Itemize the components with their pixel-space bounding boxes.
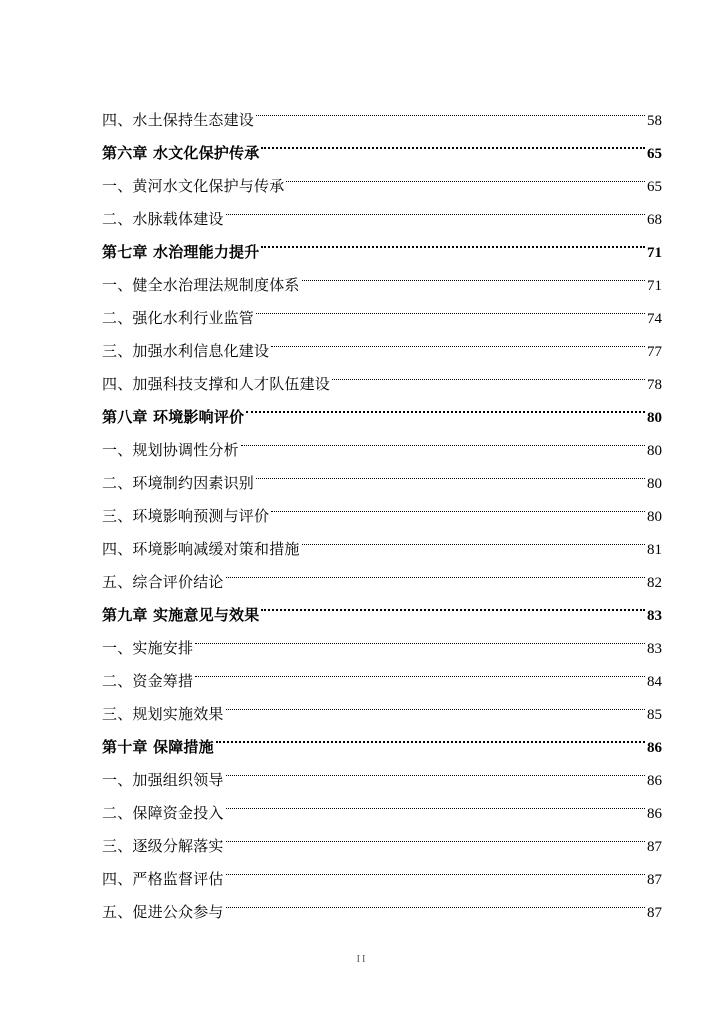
toc-entry-page: 65: [647, 146, 662, 162]
toc-entry-page: 80: [647, 476, 662, 492]
toc-entry-title: 三、加强水利信息化建设: [102, 342, 270, 360]
toc-dot-leader: [226, 851, 645, 884]
toc-entry-page: 86: [647, 806, 662, 822]
toc-dot-leader: [332, 356, 645, 389]
toc-dot-leader: [195, 620, 645, 653]
toc-entry-page: 65: [647, 179, 662, 195]
toc-entry-page: 83: [647, 608, 662, 624]
toc-dot-leader: [256, 290, 645, 323]
toc-dot-leader: [271, 323, 645, 356]
toc-dot-leader: [241, 422, 645, 455]
toc-entry-page: 86: [647, 740, 662, 756]
toc-dot-leader: [256, 455, 645, 488]
toc-entry-title: 第八章 环境影响评价: [102, 408, 245, 426]
toc-entry-title: 二、强化水利行业监管: [102, 309, 255, 327]
toc-dot-leader: [226, 752, 645, 785]
toc-entry-title: 一、规划协调性分析: [102, 441, 239, 459]
toc-entry-title: 第六章 水文化保护传承: [102, 144, 260, 162]
toc-entry-title: 四、环境影响减缓对策和措施: [102, 540, 300, 558]
toc-dot-leader: [261, 224, 645, 257]
toc-dot-leader: [226, 554, 645, 587]
toc-dot-leader: [226, 686, 645, 719]
toc-entry-title: 一、黄河水文化保护与传承: [102, 177, 285, 195]
toc-dot-leader: [302, 521, 645, 554]
toc-entry-page: 87: [647, 905, 662, 921]
toc-entry-title: 二、保障资金投入: [102, 804, 224, 822]
toc-entry-title: 三、逐级分解落实: [102, 837, 224, 855]
toc-dot-leader: [302, 257, 645, 290]
toc-entry-title: 一、健全水治理法规制度体系: [102, 276, 300, 294]
toc-section-entry: [102, 92, 662, 129]
toc-entry-title: 第九章 实施意见与效果: [102, 606, 260, 624]
toc-entry-page: 84: [647, 674, 662, 690]
toc-entry-title: 第七章 水治理能力提升: [102, 243, 260, 261]
toc-dot-leader: [261, 587, 645, 620]
toc-dot-leader: [216, 719, 645, 752]
toc-entry-page: 71: [647, 245, 662, 261]
toc-entry-page: 81: [647, 542, 662, 558]
toc-dot-leader: [226, 191, 645, 224]
toc-entry-page: 68: [647, 212, 662, 228]
toc-entry-page: 87: [647, 872, 662, 888]
toc-entry-title: 二、水脉载体建设: [102, 210, 224, 228]
toc-dot-leader: [261, 125, 645, 158]
toc-entry-page: 86: [647, 773, 662, 789]
toc-entry-page: 85: [647, 707, 662, 723]
toc-entry-page: 80: [647, 509, 662, 525]
toc-dot-leader: [286, 158, 645, 191]
toc-entry-page: 78: [647, 377, 662, 393]
toc-dot-leader: [256, 92, 645, 125]
toc-entry-title: 第十章 保障措施: [102, 738, 214, 756]
toc-entry-page: 58: [647, 113, 662, 129]
toc-entry-page: 83: [647, 641, 662, 657]
toc-dot-leader: [195, 653, 645, 686]
toc-entry-page: 80: [647, 410, 662, 426]
page-number: II: [356, 954, 368, 965]
toc-entry-title: 四、水土保持生态建设: [102, 111, 255, 129]
toc-dot-leader: [271, 488, 645, 521]
toc-entry-title: 五、促进公众参与: [102, 903, 224, 921]
toc-entry-page: 77: [647, 344, 662, 360]
toc-dot-leader: [246, 389, 645, 422]
toc-entry-page: 87: [647, 839, 662, 855]
toc-entry-title: 一、实施安排: [102, 639, 194, 657]
toc-entry-page: 74: [647, 311, 662, 327]
toc-entry-page: 80: [647, 443, 662, 459]
toc-entry-title: 二、资金筹措: [102, 672, 194, 690]
toc-entry-title: 三、环境影响预测与评价: [102, 507, 270, 525]
toc-entry-title: 一、加强组织领导: [102, 771, 224, 789]
toc-dot-leader: [226, 785, 645, 818]
toc-entry-page: 82: [647, 575, 662, 591]
toc-entry-title: 二、环境制约因素识别: [102, 474, 255, 492]
toc-dot-leader: [226, 818, 645, 851]
toc-entry-title: 四、严格监督评估: [102, 870, 224, 888]
toc-entry-title: 三、规划实施效果: [102, 705, 224, 723]
toc-dot-leader: [226, 884, 645, 917]
toc-entry-title: 五、综合评价结论: [102, 573, 224, 591]
toc-entry-page: 71: [647, 278, 662, 294]
table-of-contents: [102, 92, 662, 921]
toc-entry-title: 四、加强科技支撑和人才队伍建设: [102, 375, 331, 393]
